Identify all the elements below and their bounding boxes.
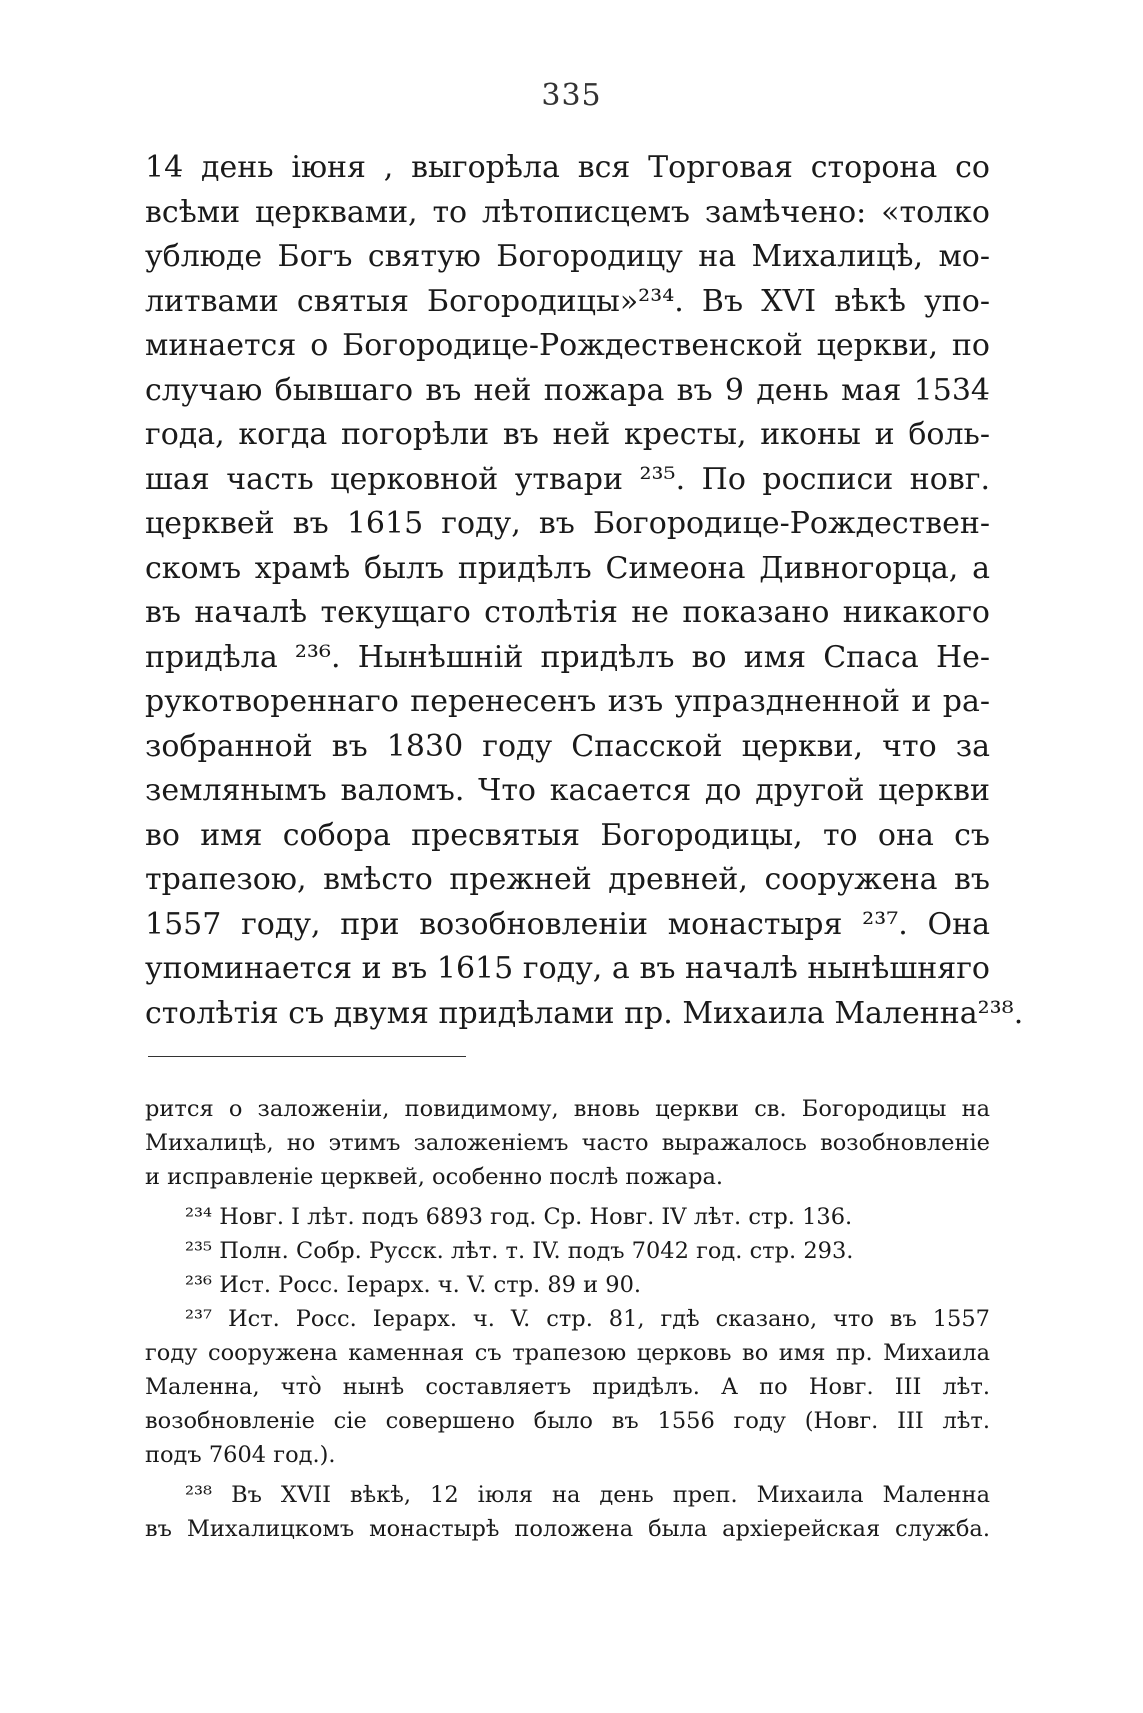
- footnote-234: ²³⁴ Новг. I лѣт. подъ 6893 год. Ср. Новг. IV лѣт. стр. 136.: [185, 1204, 853, 1230]
- footnote-236: ²³⁶ Ист. Росс. Iерарх. ч. V. стр. 89 и 90.: [185, 1272, 642, 1298]
- footnote-line: году сооружена каменная съ трапезою церковь во имя пр. Михаила: [145, 1340, 990, 1366]
- footnote-line: рится о заложенiи, повидимому, вновь церкви св. Богородицы на: [145, 1096, 990, 1122]
- text-line: придѣла ²³⁶. Нынѣшнiй придѣлъ во имя Спаса Не-: [145, 639, 990, 675]
- page-number: 335: [541, 78, 602, 113]
- footnote-separator: [148, 1056, 466, 1057]
- text-line: упоминается и въ 1615 году, а въ началѣ нынѣшняго: [145, 951, 990, 986]
- text-line: скомъ храмѣ былъ придѣлъ Симеона Дивногорца, а: [145, 550, 990, 586]
- text-line: минается о Богородице-Рождественской церкви, по: [145, 328, 990, 363]
- footnote-line: Михалицѣ, но этимъ заложенiемъ часто выражалось возобновленiе: [145, 1130, 990, 1156]
- text-line: во имя собора пресвятыя Богородицы, то она съ: [145, 817, 990, 853]
- text-line: столѣтiя съ двумя придѣлами пр. Михаила Маленна²³⁸.: [145, 995, 1024, 1031]
- main-text: [145, 146, 1024, 1036]
- text-line: литвами святыя Богородицы»²³⁴. Въ XVI вѣкѣ упо-: [145, 283, 990, 319]
- footnote-line: въ Михалицкомъ монастырѣ положена была архiерейская служба.: [145, 1516, 990, 1542]
- footnotes: [145, 1092, 990, 1546]
- footnote-line: возобновленiе сiе совершено было въ 1556 году (Новг. III лѣт.: [145, 1408, 990, 1434]
- text-line: трапезою, вмѣсто прежней древней, сооружена въ: [145, 862, 990, 897]
- text-line: землянымъ валомъ. Что касается до другой церкви: [145, 773, 990, 808]
- text-line: ублюде Богъ святую Богородицу на Михалицѣ, мо-: [145, 239, 990, 274]
- text-line: зобранной въ 1830 году Спасской церкви, что за: [145, 728, 990, 764]
- footnote-235: ²³⁵ Полн. Собр. Русск. лѣт. т. IV. подъ 7042 год. стр. 293.: [185, 1238, 854, 1264]
- text-line: церквей въ 1615 году, въ Богородице-Рождествен-: [145, 506, 990, 541]
- text-line: 14 день iюня , выгорѣла вся Торговая сторона со: [145, 150, 990, 185]
- text-line: 1557 году, при возобновленiи монастыря ²³⁷. Она: [145, 906, 990, 942]
- footnote-line: Маленна, что̀ нынѣ составляетъ придѣлъ. А по Новг. III лѣт.: [145, 1374, 990, 1400]
- footnote-238: ²³⁸ Въ XVII вѣкѣ, 12 iюля на день преп. Михаила Маленна: [185, 1482, 990, 1508]
- text-line: въ началѣ текущаго столѣтiя не показано никакого: [145, 595, 990, 630]
- text-line: случаю бывшаго въ ней пожара въ 9 день мая 1534: [145, 372, 990, 408]
- footnote-line: подъ 7604 год.).: [145, 1442, 336, 1468]
- text-line: года, когда погорѣли въ ней кресты, иконы и боль-: [145, 417, 990, 452]
- text-line: рукотвореннаго перенесенъ изъ упраздненной и ра-: [145, 684, 990, 719]
- footnote-237: ²³⁷ Ист. Росс. Iерарх. ч. V. стр. 81, гдѣ сказано, что въ 1557: [185, 1306, 990, 1332]
- text-line: всѣми церквами, то лѣтописцемъ замѣчено: «толко: [145, 194, 990, 230]
- text-line: шая часть церковной утвари ²³⁵. По росписи новг.: [145, 461, 990, 497]
- footnote-line: и исправленiе церквей, особенно послѣ пожара.: [145, 1164, 724, 1190]
